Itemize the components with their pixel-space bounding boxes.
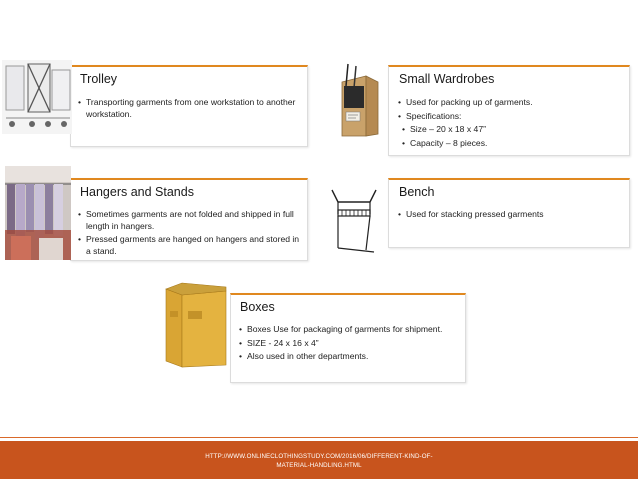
wardrobes-bullet-2: • Specifications: xyxy=(398,111,623,123)
box-image xyxy=(162,281,230,369)
wardrobes-bullets xyxy=(398,97,623,151)
hangers-bullet-2: • Pressed garments are hanged on hangers and stored in a stand. xyxy=(78,234,303,257)
trolley-image xyxy=(2,60,72,134)
bench-card xyxy=(388,178,630,248)
wardrobes-bullet-1: • Used for packing up of garments. xyxy=(398,97,623,109)
bench-bullet-1: • Used for stacking pressed garments xyxy=(398,209,623,221)
boxes-bullet-1: • Boxes Use for packaging of garments for shipment. xyxy=(239,324,461,336)
boxes-bullet-2: • SIZE - 24 x 16 x 4” xyxy=(239,338,461,350)
footer-divider xyxy=(0,437,638,438)
hangers-card xyxy=(70,178,308,261)
boxes-title: Boxes xyxy=(240,300,275,314)
hangers-bullets xyxy=(78,209,303,259)
hangers-bullet-1: • Sometimes garments are not folded and shipped in full length in hangers. xyxy=(78,209,303,232)
wardrobes-sub-bullet-1: • Size – 20 x 18 x 47” xyxy=(402,124,623,136)
footer-source-link[interactable]: HTTP://WWW.ONLINECLOTHINGSTUDY.COM/2016/06/DIFFERENT-KIND-OF-MATERIAL-HANDLING.HTML xyxy=(205,453,433,469)
bench-title: Bench xyxy=(399,185,435,199)
boxes-bullet-3: • Also used in other departments. xyxy=(239,351,461,363)
trolley-title: Trolley xyxy=(80,72,118,86)
trolley-card xyxy=(70,65,308,147)
wardrobe-box-image xyxy=(336,62,382,138)
hangers-title: Hangers and Stands xyxy=(80,185,194,199)
bench-image xyxy=(326,168,382,260)
bench-bullets xyxy=(398,209,623,223)
boxes-bullets xyxy=(239,324,461,365)
hangers-stand-image xyxy=(5,166,71,260)
wardrobes-card xyxy=(388,65,630,156)
trolley-bullet-1: • Transporting garments from one workstation to another workstation. xyxy=(78,97,303,120)
wardrobes-title: Small Wardrobes xyxy=(399,72,495,86)
wardrobes-sub-bullet-2: • Capacity – 8 pieces. xyxy=(402,138,623,150)
trolley-bullets xyxy=(78,97,303,122)
boxes-card xyxy=(230,293,466,383)
